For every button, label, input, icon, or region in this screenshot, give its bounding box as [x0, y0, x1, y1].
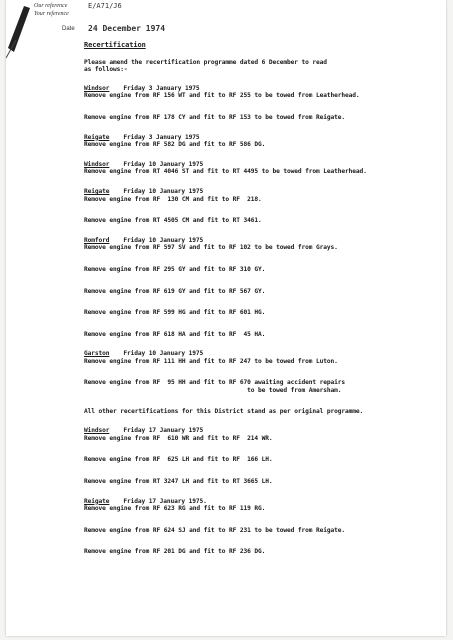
depot-name: Windsor [84, 160, 110, 168]
engine-swap-instruction: Remove engine from RF 610 WR and fit to RF 214 WR. [84, 434, 273, 442]
schedule-group [84, 161, 453, 176]
engine-swap-instruction: Remove engine from RF 623 RG and fit to RF 119 RG. [84, 505, 266, 513]
engine-swap-instruction: Remove engine from RT 4046 ST and fit to RT 4495 to be towed from Leatherhead. [84, 168, 367, 176]
depot-name: Reigate [84, 187, 110, 195]
depot-name: Reigate [84, 133, 110, 141]
punch-mark-icon [6, 0, 46, 60]
depot-name: Garston [84, 350, 110, 358]
engine-swap-instruction: Remove engine from RT 4505 CM and fit to RT 3461. [84, 217, 262, 225]
programme-note: All other recertifications for this District stand as per original programme. [84, 407, 364, 415]
engine-swap-instruction: Remove engine from RF 599 HG and fit to RF 601 HG. [84, 309, 266, 317]
schedule-group [84, 85, 453, 122]
document-heading: Recertification [84, 41, 146, 49]
engine-swap-instruction: Remove engine from RF 156 WT and fit to RF 255 to be towed from Leatherhead. [84, 92, 360, 100]
depot-name: Reigate [84, 497, 110, 505]
engine-swap-instruction: Remove engine from RF 618 HA and fit to RF 45 HA. [84, 330, 266, 338]
schedule-group [84, 498, 453, 556]
schedule-date: Friday 10 January 1975 [123, 160, 204, 168]
document-date: 24 December 1974 [88, 24, 166, 33]
depot-name: Romford [84, 236, 110, 244]
schedule-section-b [84, 427, 453, 556]
engine-swap-instruction: Remove engine from RF 597 SV and fit to RF 102 to be towed from Grays. [84, 244, 338, 252]
schedule-group [84, 350, 453, 394]
schedule-date: Friday 10 January 1975 [123, 236, 204, 244]
engine-swap-instruction: Remove engine from RF 130 CM and fit to RF 218. [84, 195, 262, 203]
engine-swap-instruction: Remove engine from RF 624 SJ and fit to RF 231 to be towed from Reigate. [84, 526, 346, 534]
engine-swap-instruction: Remove engine from RF 95 HH and fit to RF 670 awaiting accident repairs to be towed from Amersham. [84, 379, 346, 395]
schedule-date: Friday 10 January 1975 [123, 187, 204, 195]
our-reference-label: Our reference [34, 3, 68, 9]
engine-swap-instruction: Remove engine from RF 295 GY and fit to RF 310 GY. [84, 265, 266, 273]
intro-line: Please amend the recertification programme dated 6 December to read [84, 58, 327, 66]
schedule-date: Friday 3 January 1975 [123, 133, 200, 141]
engine-swap-instruction: Remove engine from RF 582 DG and fit to RF 586 DG. [84, 141, 266, 149]
engine-swap-instruction: Remove engine from RF 625 LH and fit to RF 166 LH. [84, 456, 273, 464]
schedule-group [84, 427, 453, 485]
engine-swap-instruction: Remove engine from RT 3247 LH and fit to RT 3665 LH. [84, 478, 273, 486]
schedule-section-a [84, 85, 453, 395]
date-label: Date [62, 26, 75, 32]
schedule-group [84, 188, 453, 225]
group-title [84, 188, 453, 196]
engine-swap-instruction: Remove engine from RF 178 CY and fit to RF 153 to be towed from Reigate. [84, 113, 346, 121]
engine-swap-instruction: Remove engine from RF 201 DG and fit to RF 236 DG. [84, 548, 266, 556]
engine-swap-instruction: Remove engine from RF 619 GY and fit to RF 567 GY. [84, 287, 266, 295]
group-title [84, 350, 453, 358]
engine-swap-instruction: Remove engine from RF 111 HH and fit to RF 247 to be towed from Luton. [84, 357, 338, 365]
depot-name: Windsor [84, 84, 110, 92]
schedule-date: Friday 3 January 1975 [123, 84, 200, 92]
group-title [84, 427, 453, 435]
schedule-date: Friday 17 January 1975. [123, 497, 207, 505]
schedule-date: Friday 10 January 1975 [123, 350, 204, 358]
schedule-date: Friday 17 January 1975 [123, 427, 204, 435]
intro-paragraph [84, 59, 453, 74]
intro-line: as follows:- [84, 66, 128, 74]
depot-name: Windsor [84, 427, 110, 435]
your-reference-label: Your reference [34, 11, 69, 17]
document-page [6, 0, 446, 636]
reference-value: E/A71/J6 [88, 2, 122, 10]
document-body [84, 42, 453, 556]
schedule-group [84, 237, 453, 339]
schedule-group [84, 134, 453, 149]
